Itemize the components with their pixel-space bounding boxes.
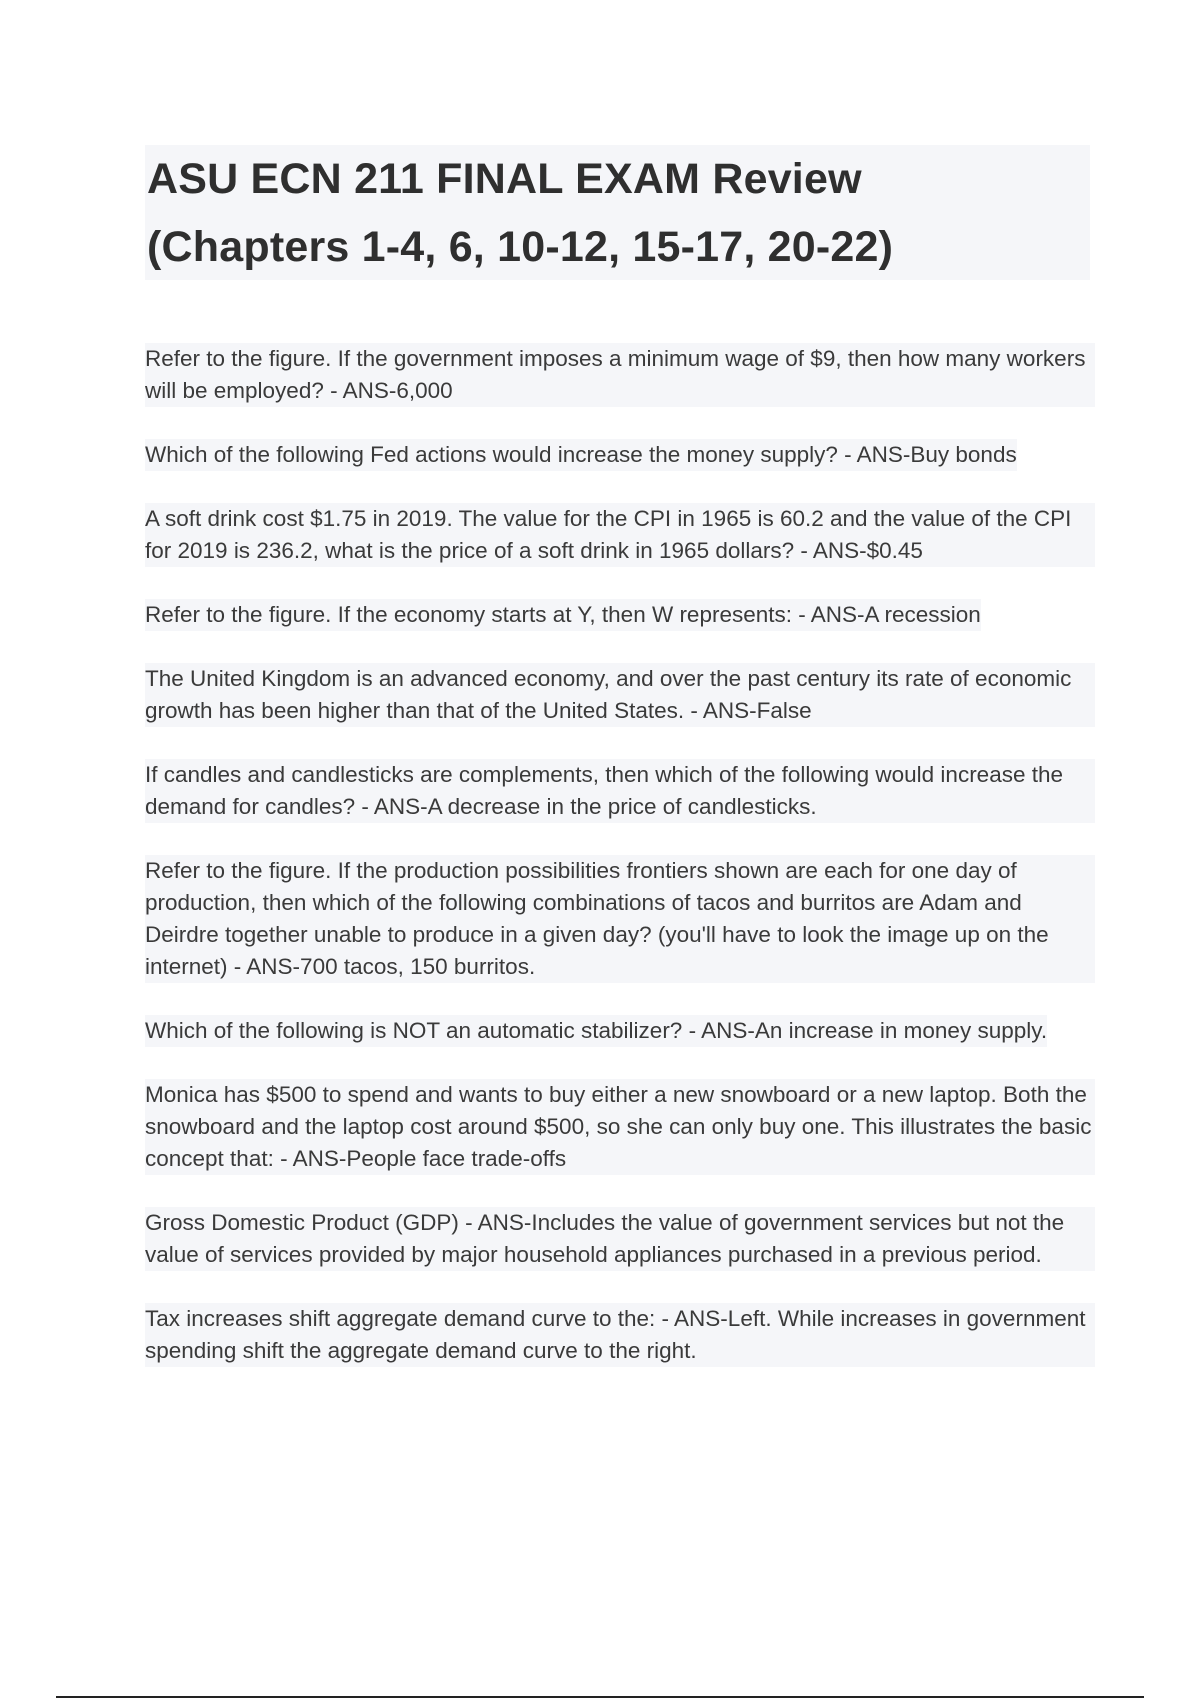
qa-text: Tax increases shift aggregate demand curve to the: - ANS-Left. While increases in government spending shift the aggregate demand curve to the right. — [145, 1303, 1095, 1367]
qa-text: Which of the following is NOT an automatic stabilizer? - ANS-An increase in money supply. — [145, 1015, 1047, 1047]
qa-item-2 — [145, 439, 1095, 503]
qa-item-9 — [145, 1079, 1095, 1207]
qa-item-1 — [145, 343, 1095, 439]
qa-text: Gross Domestic Product (GDP) - ANS-Includes the value of government services but not the value of services provided by major household appliances purchased in a previous period. — [145, 1207, 1095, 1271]
qa-list — [145, 343, 1095, 1399]
qa-text: If candles and candlesticks are complements, then which of the following would increase the demand for candles? - ANS-A decrease in the price of candlesticks. — [145, 759, 1095, 823]
qa-item-6 — [145, 759, 1095, 855]
qa-text: A soft drink cost $1.75 in 2019. The value for the CPI in 1965 is 60.2 and the value of the CPI for 2019 is 236.2, what is the price of a soft drink in 1965 dollars? - ANS-$0.45 — [145, 503, 1095, 567]
title-block — [145, 145, 1090, 280]
qa-text: The United Kingdom is an advanced economy, and over the past century its rate of economic growth has been higher than that of the United States. - ANS-False — [145, 663, 1095, 727]
qa-item-10 — [145, 1207, 1095, 1303]
qa-text: Refer to the figure. If the economy starts at Y, then W represents: - ANS-A recession — [145, 599, 981, 631]
qa-text: Refer to the figure. If the government imposes a minimum wage of $9, then how many workers will be employed? - ANS-6,000 — [145, 343, 1095, 407]
qa-text: Which of the following Fed actions would increase the money supply? - ANS-Buy bonds — [145, 439, 1017, 471]
qa-item-11 — [145, 1303, 1095, 1399]
qa-item-4 — [145, 599, 1095, 663]
qa-item-3 — [145, 503, 1095, 599]
qa-item-8 — [145, 1015, 1095, 1079]
qa-item-7 — [145, 855, 1095, 1015]
qa-item-5 — [145, 663, 1095, 759]
qa-text: Monica has $500 to spend and wants to buy either a new snowboard or a new laptop. Both the snowboard and the laptop cost around $500, so she can only buy one. This illustrates the basic concept that: - ANS-People face trade-offs — [145, 1079, 1095, 1175]
page-title: ASU ECN 211 FINAL EXAM Review (Chapters 1-4, 6, 10-12, 15-17, 20-22) — [147, 155, 894, 271]
footer-divider — [56, 1696, 1144, 1698]
qa-text: Refer to the figure. If the production possibilities frontiers shown are each for one day of production, then which of the following combinations of tacos and burritos are Adam and Deirdre together unable to produce in a given day? (you'll have to look the image up on the internet) - ANS-700 tacos, 150 burritos. — [145, 855, 1095, 983]
